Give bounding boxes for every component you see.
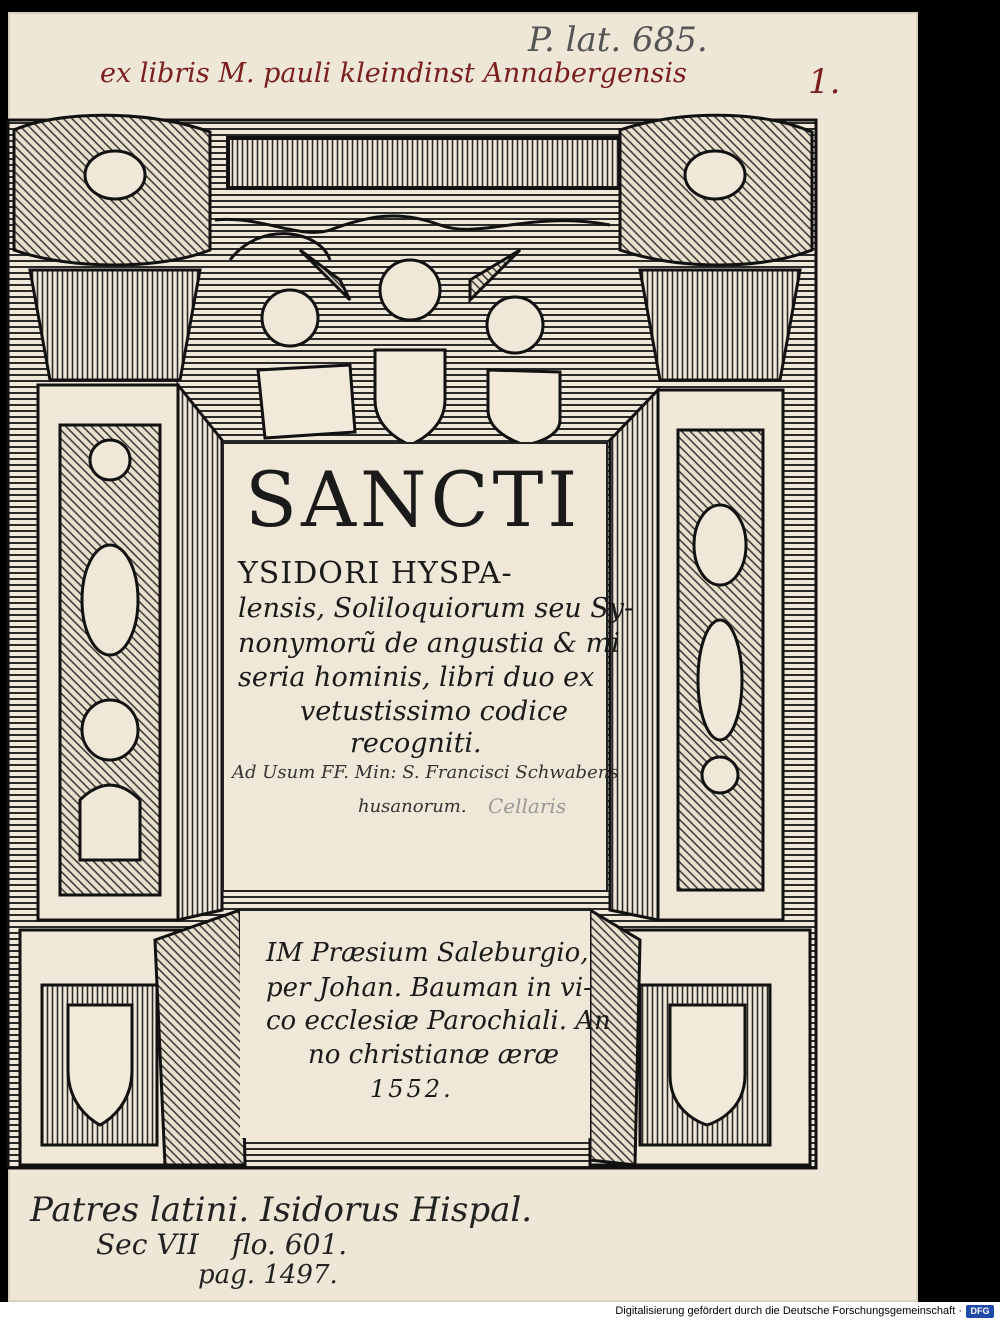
ownership-note: ex libris M. pauli kleindinst Annabergensis [100, 58, 687, 89]
manuscript-note-line-2: husanorum. [358, 796, 467, 817]
imprint-line-1: IM Præsium Saleburgio, [266, 938, 589, 968]
imprint-line-5: 1552. [370, 1075, 454, 1103]
title-line-5: seria hominis, libri duo ex [238, 662, 595, 693]
title-line-6: vetustissimo codice [300, 696, 568, 727]
right-pillar [610, 390, 783, 920]
imprint-line-2: per Johan. Bauman in vi- [266, 973, 592, 1003]
left-pillar [38, 385, 222, 920]
page-number-note: 1. [808, 62, 841, 102]
bottom-note-line-2a: Sec VII [96, 1228, 199, 1261]
bottom-note-line-1: Patres latini. Isidorus Hispal. [30, 1190, 533, 1230]
title-line-1: SANCTI [245, 455, 582, 544]
title-line-2: YSIDORI HYSPA- [238, 556, 513, 591]
title-line-7: recogniti. [350, 728, 482, 759]
dfg-logo-icon: DFG [966, 1305, 994, 1318]
right-base [590, 910, 810, 1165]
imprint-line-4: no christianæ æræ [308, 1040, 560, 1070]
shelfmark-note: P. lat. 685. [528, 20, 708, 60]
footer-credit: Digitalisierung gefördert durch die Deutsche Forschungsgemeinschaft · [615, 1305, 962, 1317]
left-capital [14, 115, 210, 380]
imprint-line-3: co ecclesiæ Parochiali. An [266, 1006, 611, 1036]
left-base [20, 910, 245, 1165]
title-line-3: lensis, Soliloquiorum seu Sy- [238, 593, 634, 624]
title-line-4: nonymorũ de angustia & mi [238, 628, 620, 659]
bottom-note-line-3: pag. 1497. [198, 1260, 338, 1290]
manuscript-note-line-3: Cellaris [488, 794, 567, 818]
bottom-note-line-2b: flo. 601. [232, 1228, 348, 1261]
manuscript-note-line-1: Ad Usum FF. Min: S. Francisci Schwabens [232, 762, 619, 783]
footer-bar [0, 1302, 1000, 1322]
